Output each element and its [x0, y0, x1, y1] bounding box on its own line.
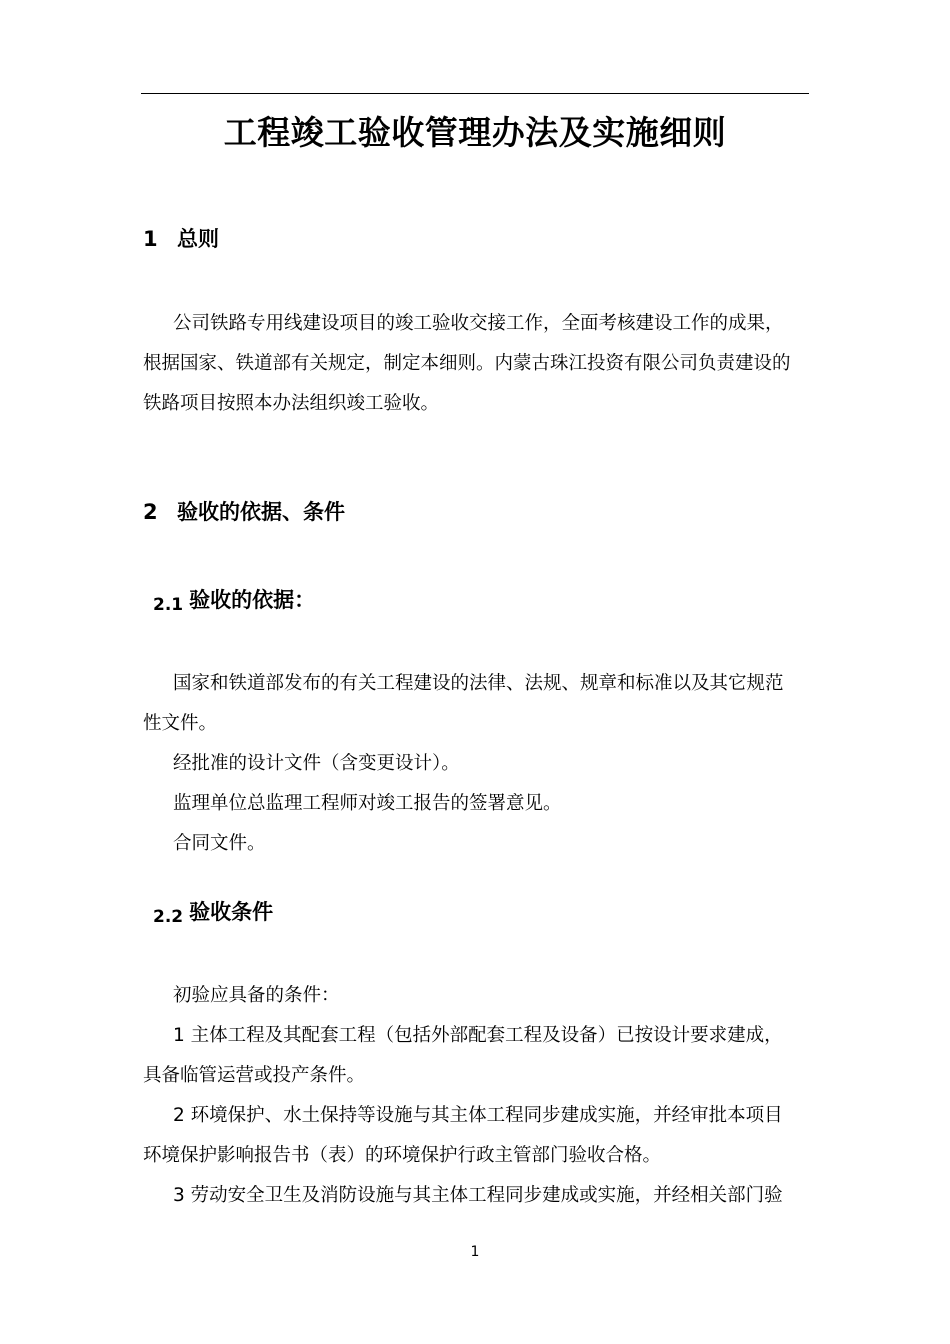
section-title: 总则 — [177, 227, 219, 251]
section-1-paragraph — [143, 304, 811, 424]
paragraph-line: 性文件。 — [143, 713, 218, 734]
subsection-heading-2-1 — [153, 585, 315, 620]
subsection-title: 验收条件 — [189, 900, 274, 924]
section-number: 2 — [143, 500, 158, 524]
subsection-heading-2-2 — [153, 897, 273, 932]
paragraph-line: 1 主体工程及其配套工程（包括外部配套工程及设备）已按设计要求建成， — [173, 1025, 783, 1046]
subsection-number: 2.2 — [153, 907, 184, 927]
paragraph-line: 具备临管运营或投产条件。 — [143, 1065, 366, 1086]
subsection-title: 验收的依据： — [189, 588, 316, 612]
paragraph-line: 经批准的设计文件（含变更设计）。 — [173, 753, 460, 774]
header-rule — [141, 93, 809, 94]
section-title: 验收的依据、条件 — [177, 500, 345, 524]
document-title: 工程竣工验收管理办法及实施细则 — [223, 113, 727, 152]
section-heading-1 — [143, 224, 219, 254]
page-number: 1 — [470, 1244, 480, 1260]
paragraph-line: 铁路项目按照本办法组织竣工验收。 — [143, 393, 440, 414]
paragraph-line: 环境保护影响报告书（表）的环境保护行政主管部门验收合格。 — [143, 1145, 662, 1166]
paragraph-line: 公司铁路专用线建设项目的竣工验收交接工作，全面考核建设工作的成果， — [173, 313, 784, 334]
subsection-2-2-body — [143, 976, 811, 1216]
paragraph-line: 3 劳动安全卫生及消防设施与其主体工程同步建成或实施，并经相关部门验 — [173, 1185, 783, 1206]
paragraph-line: 初验应具备的条件： — [173, 985, 340, 1006]
paragraph-line: 根据国家、铁道部有关规定，制定本细则。内蒙古珠江投资有限公司负责建设的 — [143, 353, 791, 374]
section-heading-2 — [143, 497, 345, 527]
paragraph-line: 2 环境保护、水土保持等设施与其主体工程同步建成实施，并经审批本项目 — [173, 1105, 783, 1126]
paragraph-line: 国家和铁道部发布的有关工程建设的法律、法规、规章和标准以及其它规范 — [173, 673, 784, 694]
section-number: 1 — [143, 227, 158, 251]
paragraph-line: 合同文件。 — [173, 833, 266, 854]
paragraph-line: 监理单位总监理工程师对竣工报告的签署意见。 — [173, 793, 562, 814]
subsection-2-1-body — [143, 664, 811, 864]
subsection-number: 2.1 — [153, 595, 184, 615]
